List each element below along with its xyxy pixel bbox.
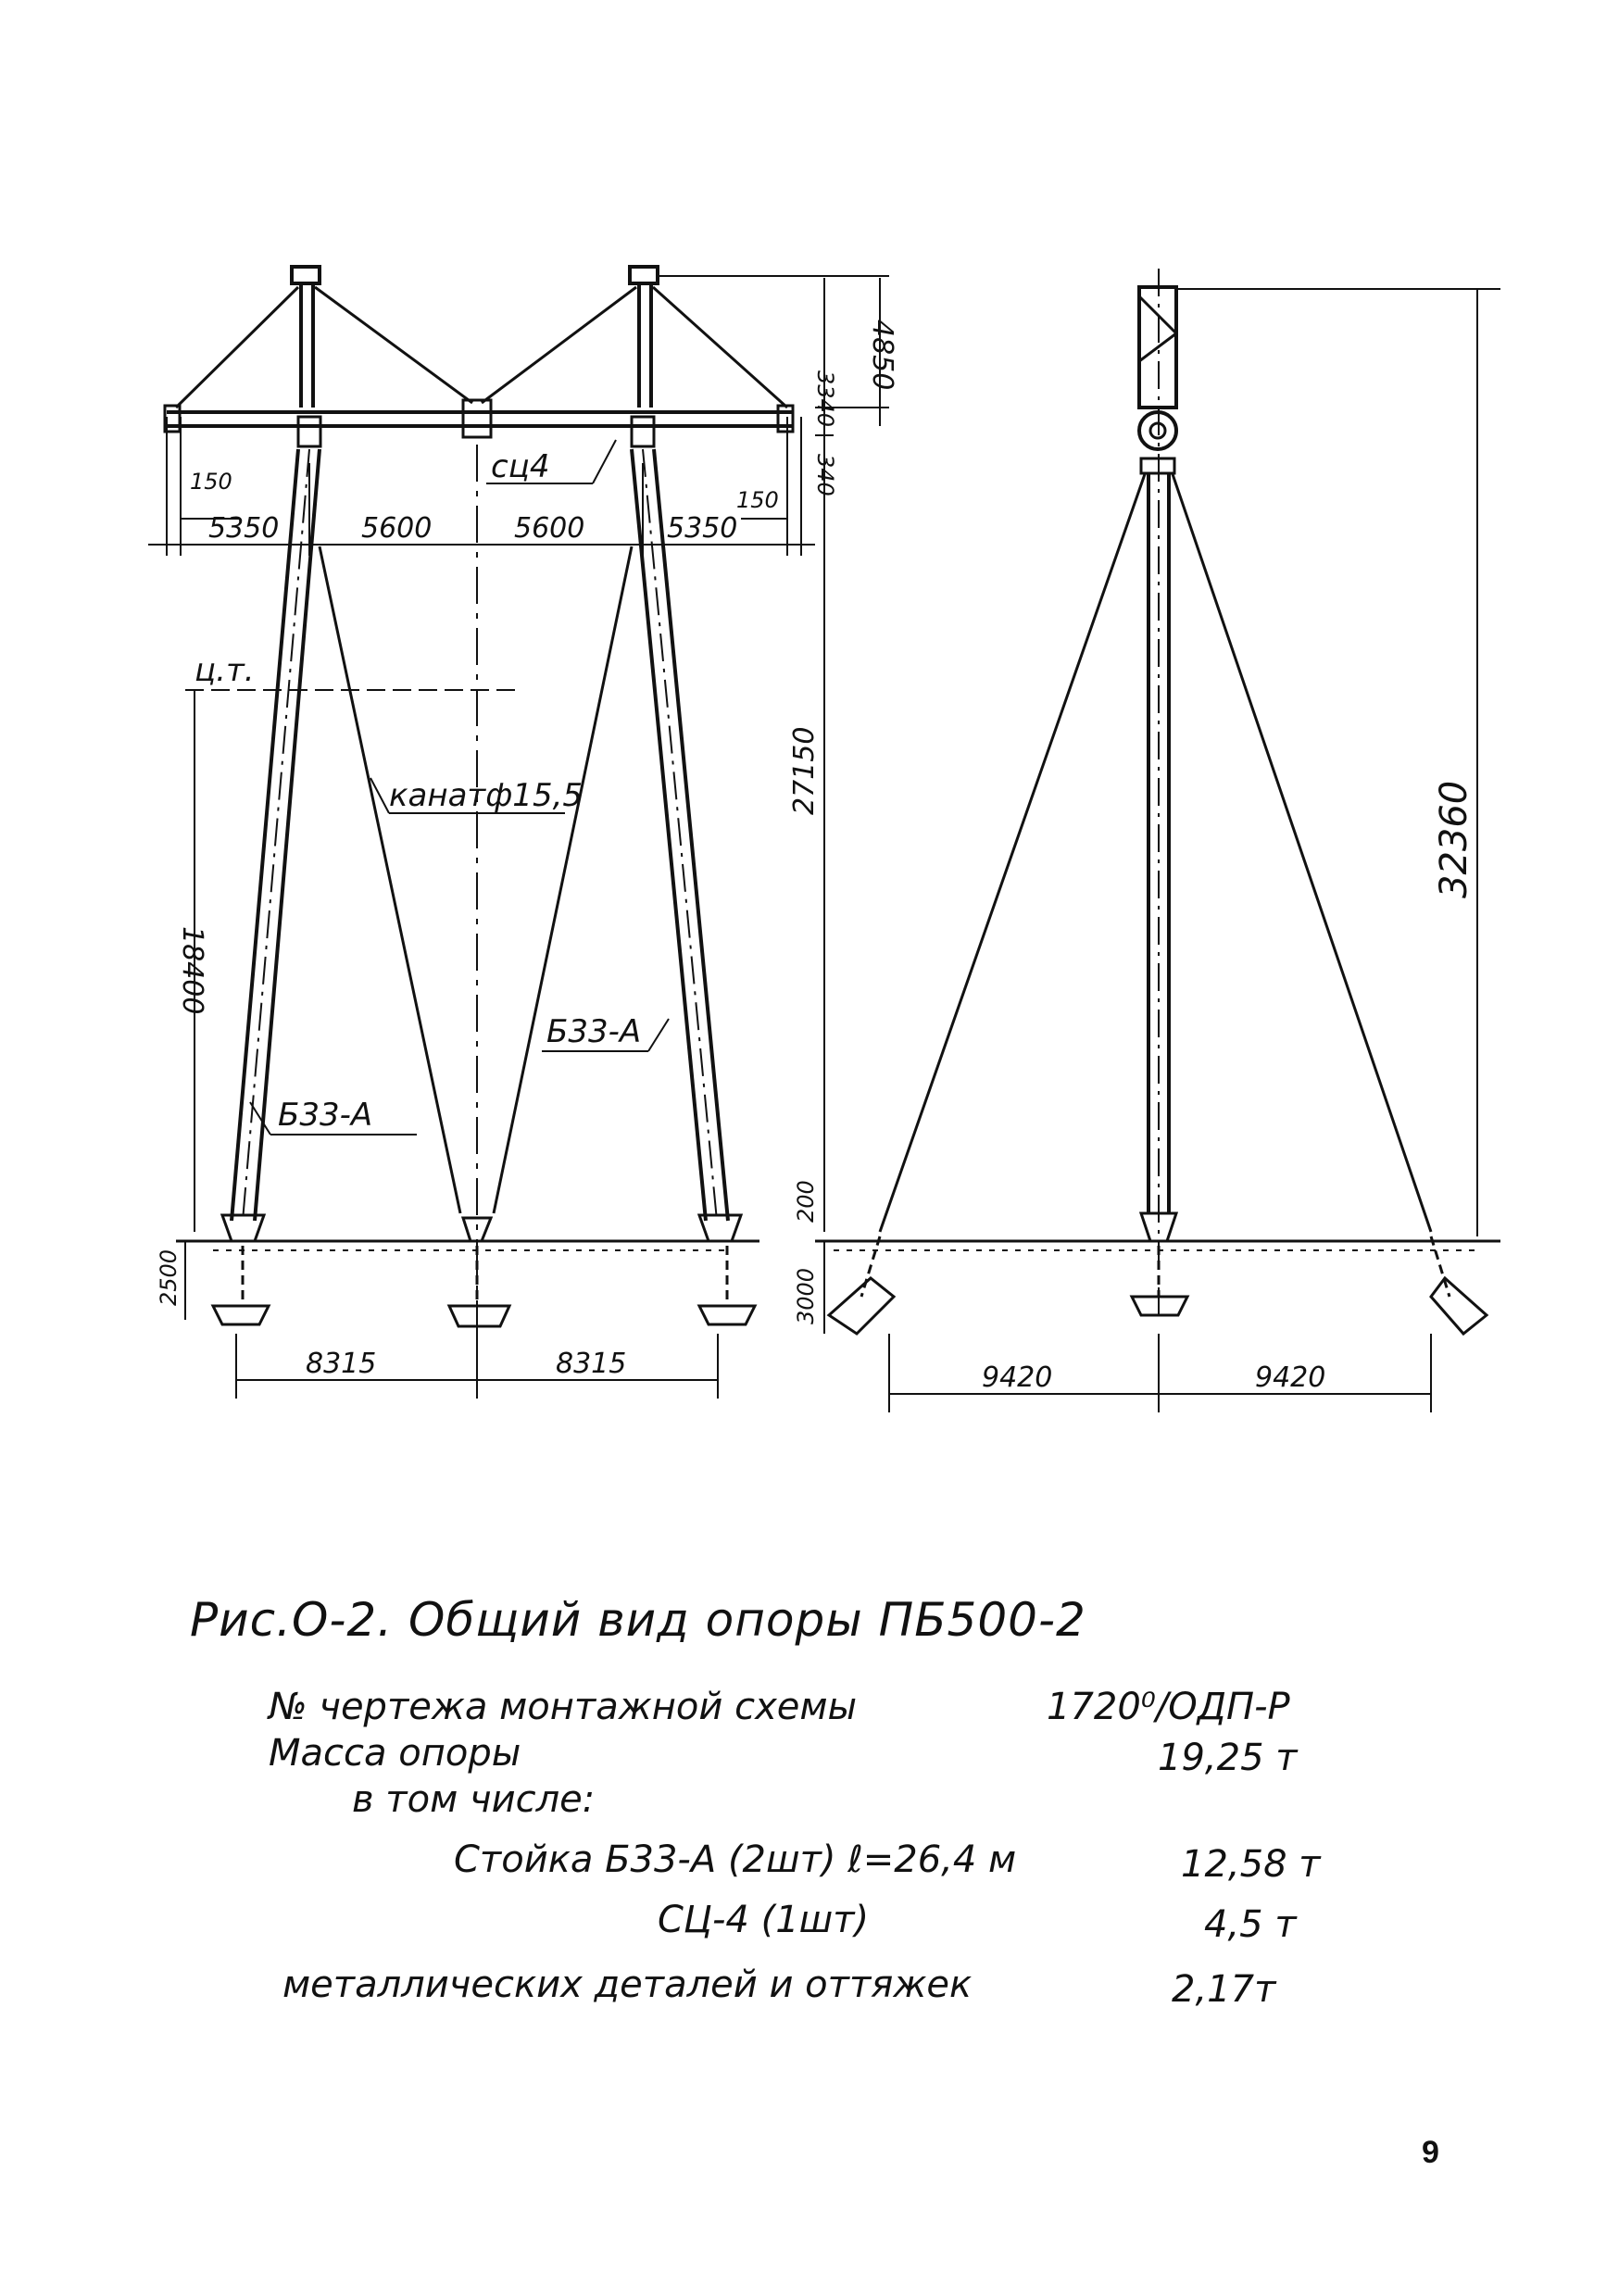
height-dimension — [1176, 289, 1500, 1236]
label-rope: канатф15,5 — [389, 777, 584, 814]
mass-value: 19,25 т — [1158, 1737, 1298, 1779]
label-center-of-gravity: ц.т. — [195, 652, 255, 689]
dim-8315-left: 8315 — [306, 1348, 377, 1380]
metal-value: 2,17т — [1172, 1968, 1276, 2011]
metal-label: металлических деталей и оттяжек — [282, 1964, 973, 2006]
dim-3000: 3000 — [793, 1267, 819, 1324]
label-b33a-left: Б33-А — [278, 1097, 373, 1134]
side-view — [815, 269, 1500, 1412]
dim-5600-right: 5600 — [514, 512, 585, 545]
right-column-head — [630, 267, 658, 446]
dim-32360: 32360 — [1433, 780, 1475, 898]
mass-label: Масса опоры — [269, 1732, 521, 1775]
left-column-head — [292, 267, 320, 446]
dim-9420-left: 9420 — [982, 1361, 1053, 1394]
crossarm — [165, 400, 793, 437]
crossarm-stays — [176, 287, 787, 408]
dim-5350-right: 5350 — [667, 512, 738, 545]
dim-150-right: 150 — [736, 487, 779, 513]
column-value: 12,58 т — [1181, 1843, 1321, 1886]
ground-left — [176, 1241, 759, 1250]
drawing-number-label: № чертежа монтажной схемы — [269, 1686, 858, 1728]
dim-27150: 27150 — [788, 726, 821, 815]
label-sc4: сц4 — [491, 448, 550, 485]
including-label: в том числе: — [352, 1778, 596, 1821]
dim-3340: 3340 — [812, 370, 838, 428]
dim-150-left: 150 — [190, 469, 232, 495]
bases-left — [213, 1215, 755, 1326]
sc-label: СЦ-4 (1шт) — [658, 1899, 870, 1941]
dim-5350-left: 5350 — [208, 512, 280, 545]
column-label: Стойка Б33-А (2шт) ℓ=26,4 м — [454, 1838, 1017, 1881]
dim-4850: 4850 — [866, 320, 898, 391]
dim-18400: 18400 — [176, 926, 208, 1015]
side-stays — [880, 474, 1431, 1232]
sc-value: 4,5 т — [1204, 1903, 1297, 1946]
dim-5600-left: 5600 — [361, 512, 433, 545]
dim-340: 340 — [812, 454, 838, 496]
dim-9420-right: 9420 — [1255, 1361, 1326, 1394]
drawing-number-value: 1720⁰/ОДП-Р — [1047, 1686, 1290, 1728]
right-column — [632, 449, 728, 1221]
base-dimensions-right — [889, 1334, 1431, 1412]
front-view — [148, 267, 898, 1399]
dim-200: 200 — [793, 1180, 819, 1223]
figure-caption: Рис.О-2. Общий вид опоры ПБ500-2 — [190, 1593, 1086, 1647]
dim-2500: 2500 — [156, 1248, 182, 1306]
page-number: 9 — [1422, 2135, 1439, 2170]
top-vertical-dimensions — [658, 276, 889, 519]
label-b33a-right: Б33-А — [546, 1013, 642, 1050]
dim-8315-right: 8315 — [556, 1348, 627, 1380]
